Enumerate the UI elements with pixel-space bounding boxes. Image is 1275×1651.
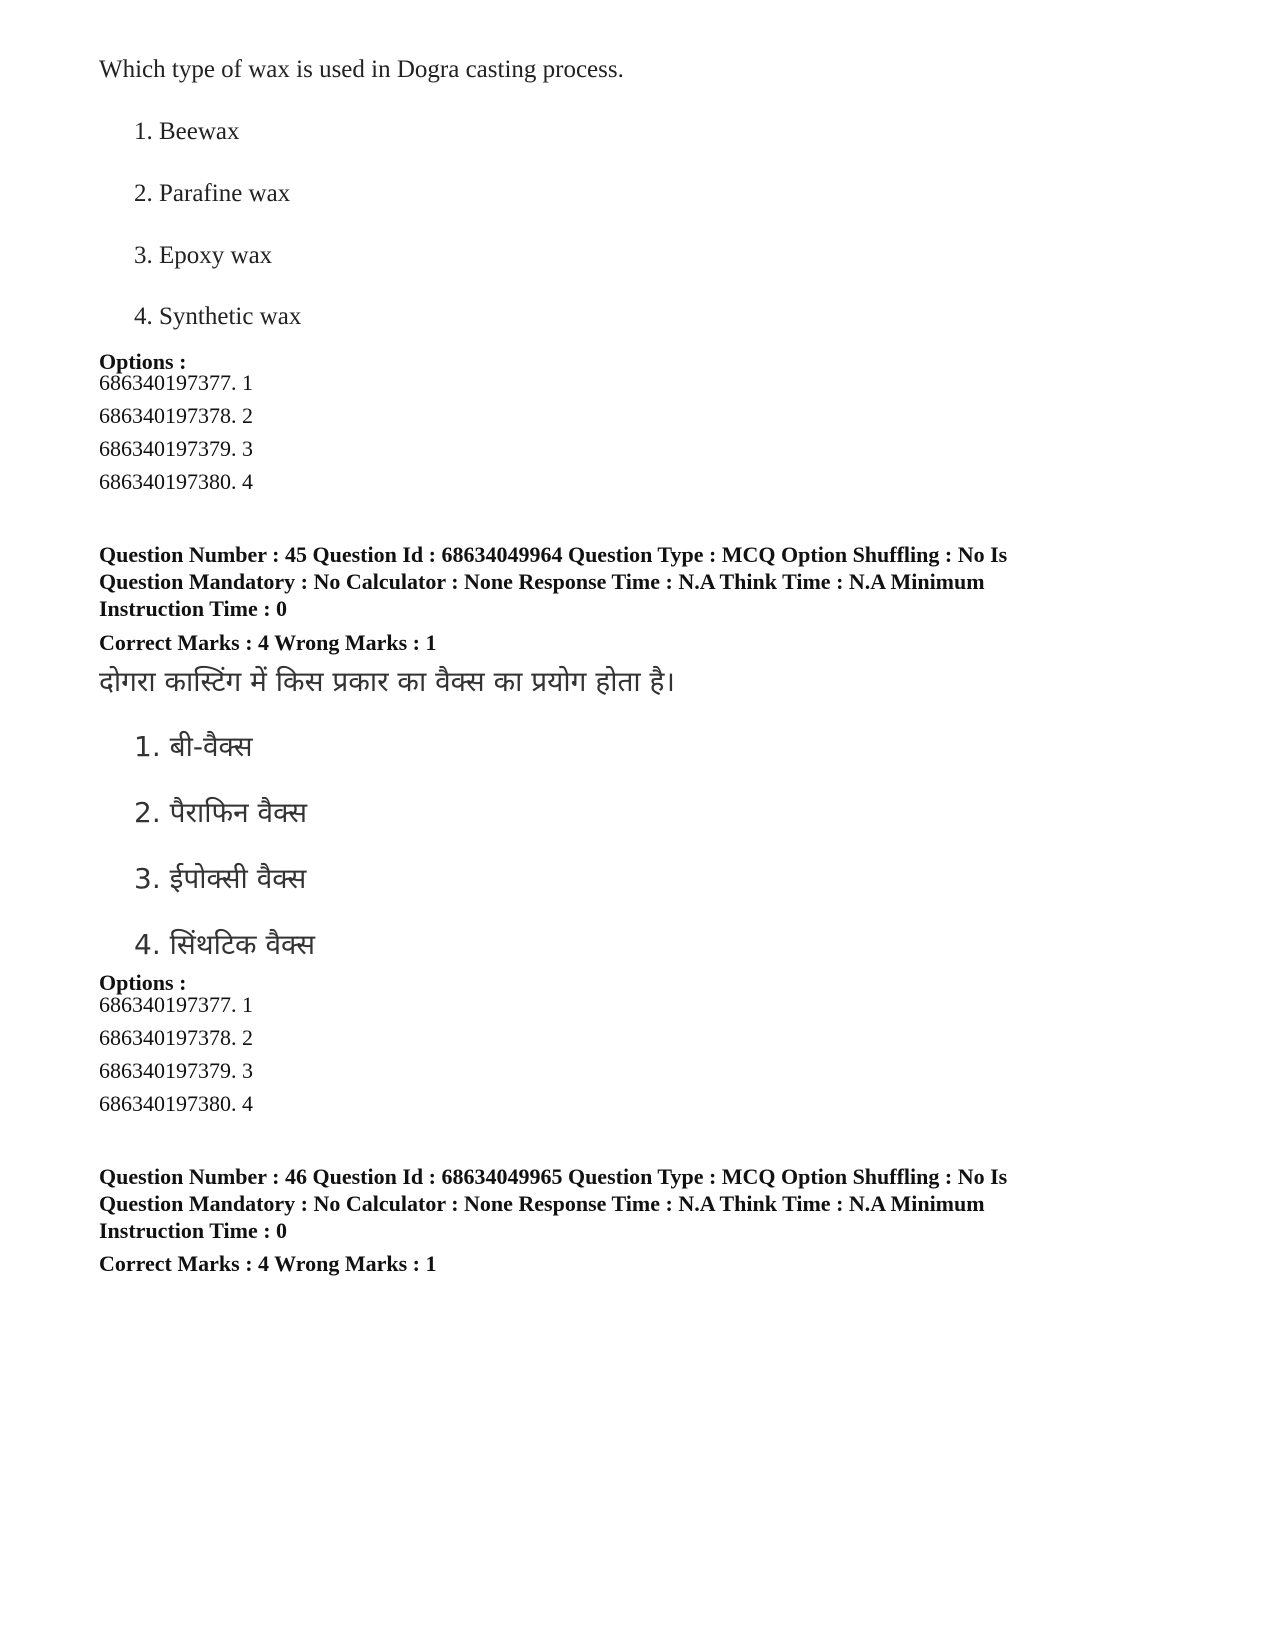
option-row: 686340197380. 4: [99, 469, 253, 494]
marks-line: Correct Marks : 4 Wrong Marks : 1: [99, 1251, 437, 1276]
choice-4: 4. Synthetic wax: [134, 303, 302, 330]
choice-4: 4. सिंथटिक वैक्स: [134, 928, 316, 961]
choice-2: 2. पैराफिन वैक्स: [134, 796, 308, 829]
option-row: 686340197378. 2: [99, 1025, 253, 1050]
question-meta-line3: Instruction Time : 0: [99, 596, 288, 621]
choice-3: 3. Epoxy wax: [134, 242, 273, 269]
option-row: 686340197379. 3: [99, 1058, 253, 1083]
question-meta-line1: Question Number : 45 Question Id : 68634049964 Question Type : MCQ Option Shuffling : No Is: [99, 542, 1008, 567]
choice-2: 2. Parafine wax: [134, 180, 291, 207]
option-row: 686340197379. 3: [99, 436, 253, 461]
options-label: Options :: [99, 970, 187, 995]
question-meta-line3: Instruction Time : 0: [99, 1218, 288, 1243]
option-row: 686340197377. 1: [99, 992, 253, 1017]
question-text-hi: दोगरा कास्टिंग में किस प्रकार का वैक्स का प्रयोग होता है।: [99, 665, 676, 698]
option-row: 686340197377. 1: [99, 370, 253, 395]
question-meta-line2: Question Mandatory : No Calculator : None Response Time : N.A Think Time : N.A Minimum: [99, 1191, 985, 1216]
options-label: Options :: [99, 349, 187, 374]
question-meta-line2: Question Mandatory : No Calculator : None Response Time : N.A Think Time : N.A Minimum: [99, 569, 985, 594]
choice-1: 1. Beewax: [134, 118, 240, 145]
question-text-en: Which type of wax is used in Dogra casting process.: [99, 56, 624, 83]
option-row: 686340197378. 2: [99, 403, 253, 428]
marks-line: Correct Marks : 4 Wrong Marks : 1: [99, 630, 437, 655]
option-row: 686340197380. 4: [99, 1091, 253, 1116]
choice-1: 1. बी-वैक्स: [134, 730, 253, 763]
choice-3: 3. ईपोक्सी वैक्स: [134, 862, 307, 895]
question-meta-line1: Question Number : 46 Question Id : 68634049965 Question Type : MCQ Option Shuffling : No Is: [99, 1164, 1008, 1189]
